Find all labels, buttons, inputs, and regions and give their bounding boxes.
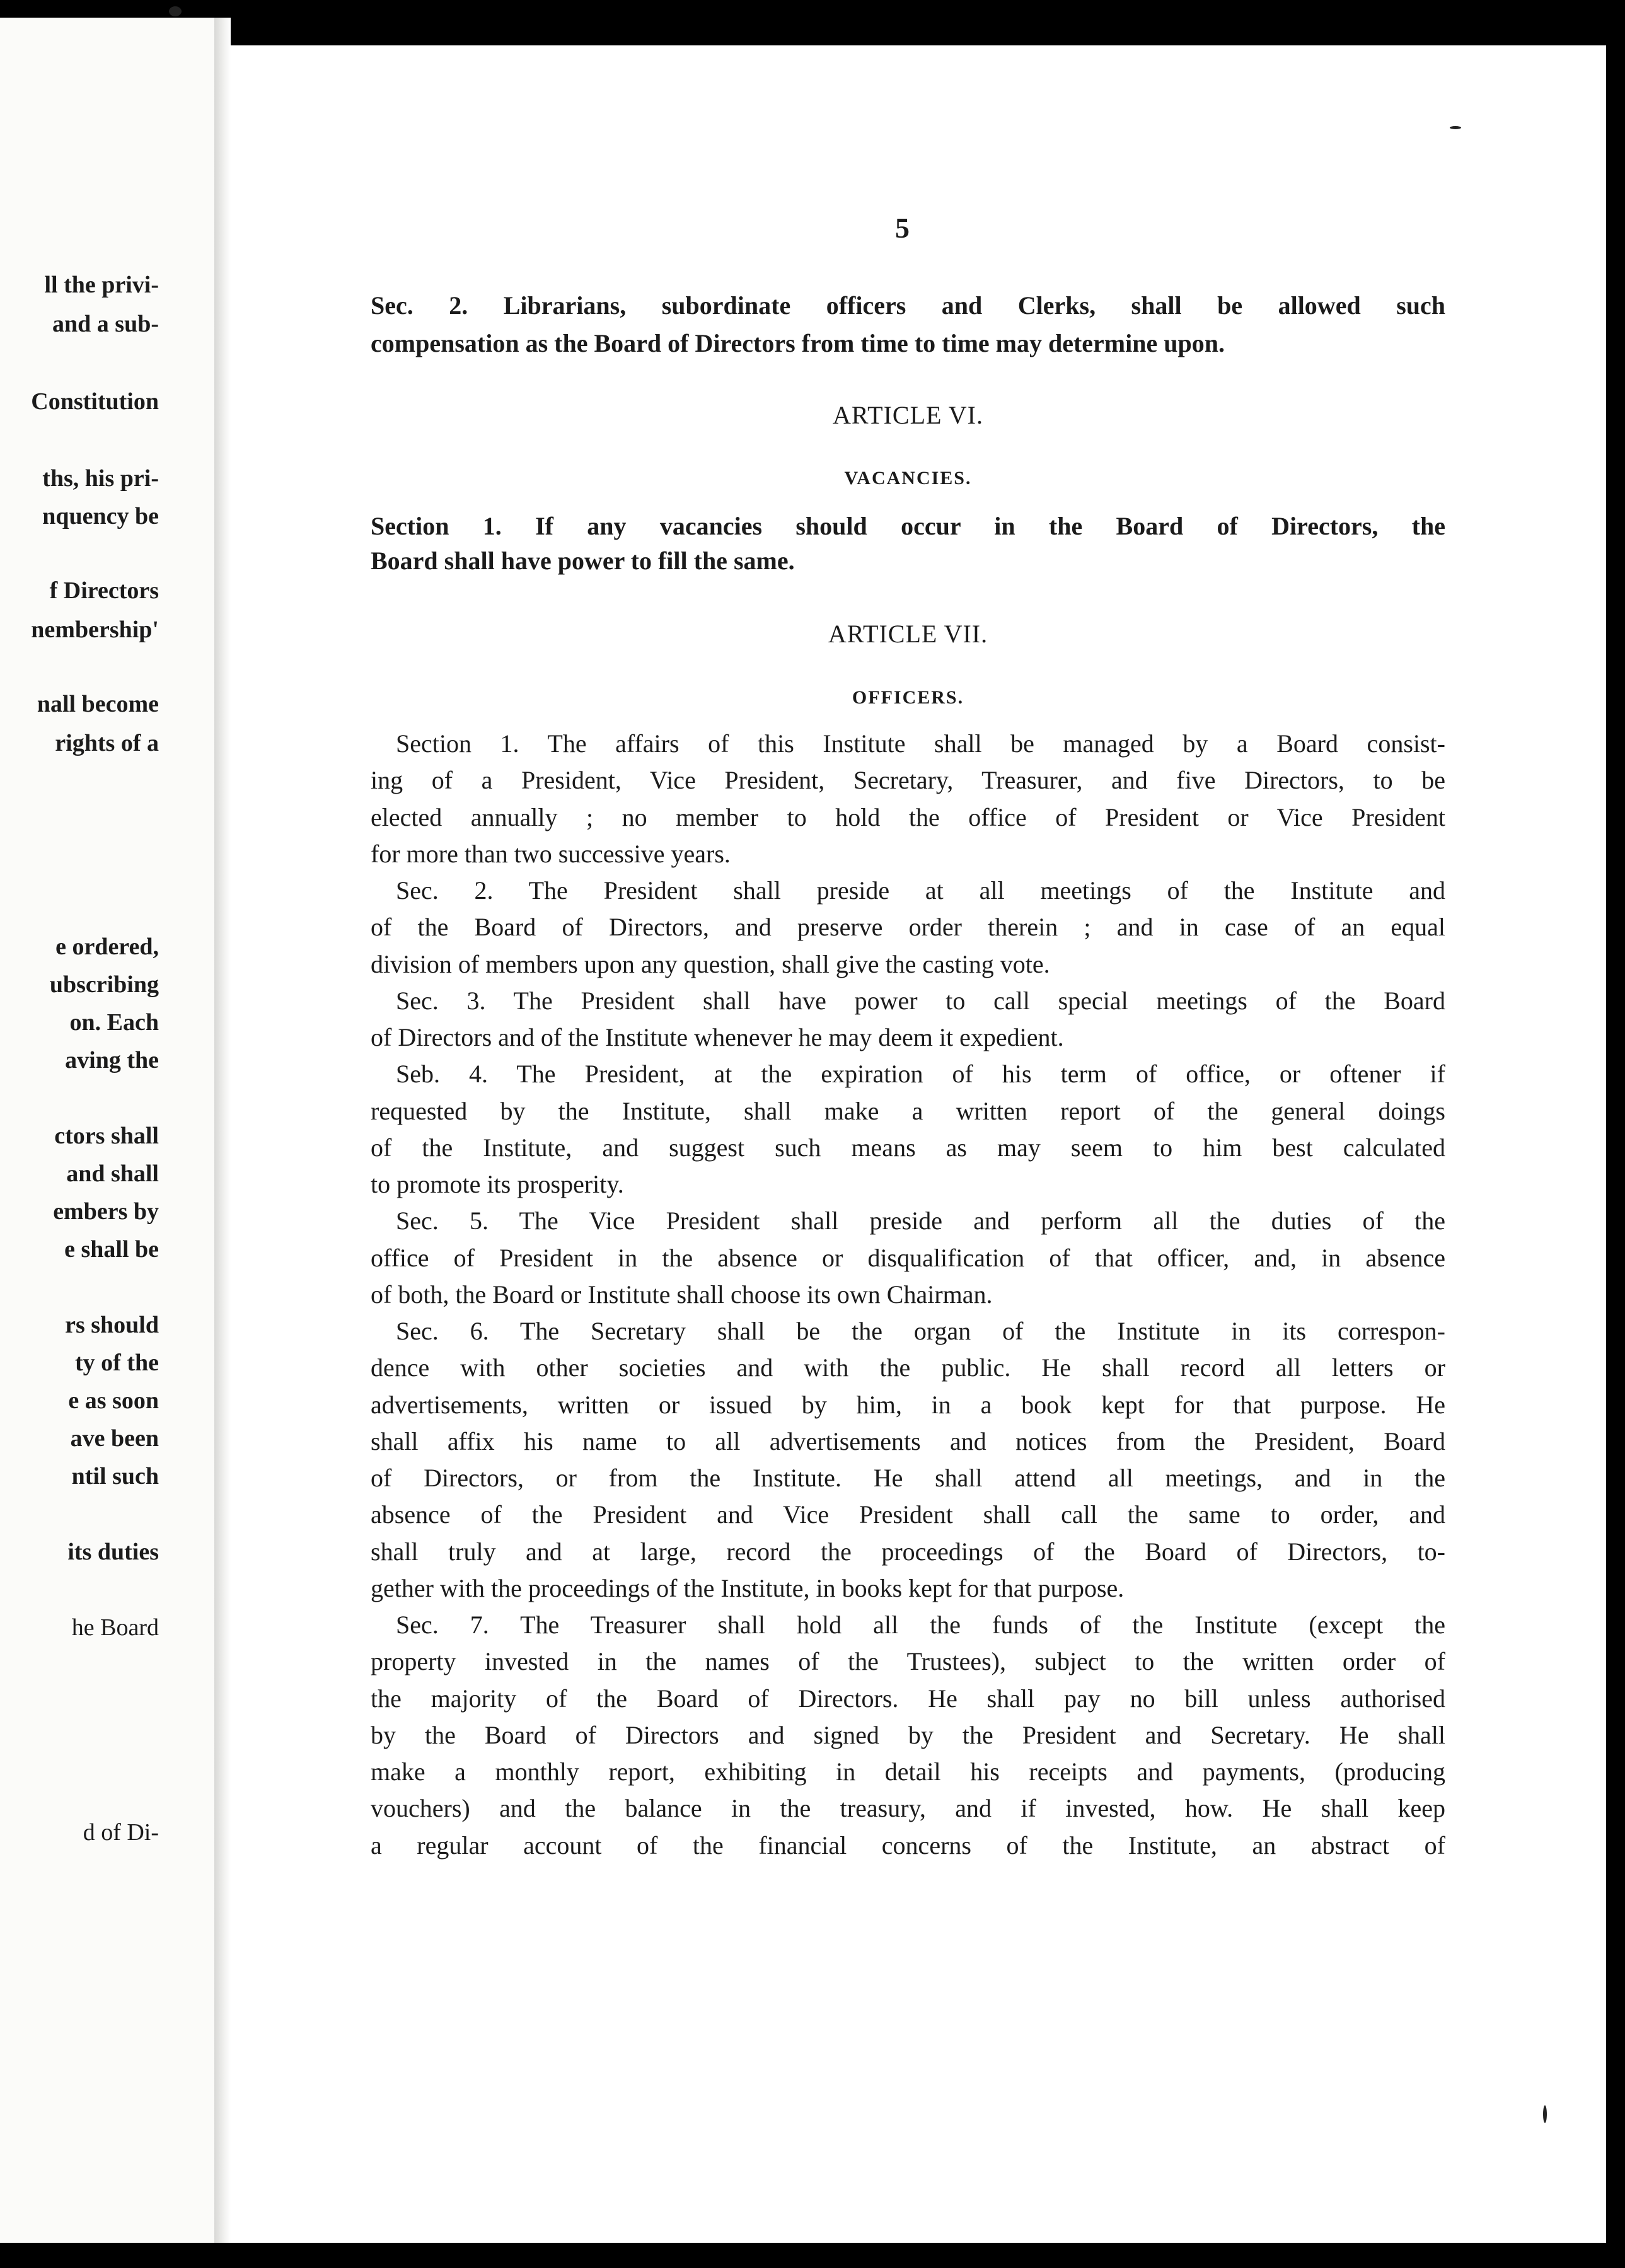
article-7-line: Section 1. The affairs of this Institute shall be managed by a Board consist- (396, 729, 1445, 758)
article-7-line: the majority of the Board of Directors. He shall pay no bill unless authorised (371, 1684, 1445, 1713)
article-7-line: division of members upon any question, shall give the casting vote. (371, 949, 1050, 978)
article-7-line: shall affix his name to all advertisements and notices from the President, Board (371, 1426, 1445, 1455)
article-7-line: elected annually ; no member to hold the office of President or Vice President (371, 802, 1445, 831)
article-7-line: Sec. 2. The President shall preside at all meetings of the Institute and (396, 876, 1445, 905)
article-7-line: ing of a President, Vice President, Secretary, Treasurer, and five Directors, to be (371, 766, 1445, 795)
left-page-fragment: e shall be (64, 1236, 159, 1263)
left-page-fragment: and a sub- (52, 311, 159, 337)
article-7-line: make a monthly report, exhibiting in detail his receipts and payments, (producing (371, 1757, 1445, 1786)
left-page-fragment: aving the (65, 1047, 159, 1073)
left-page-fragment: he Board (71, 1614, 159, 1641)
left-page-fragment: d of Di- (83, 1819, 159, 1846)
left-page-fragment: nembership' (31, 616, 159, 643)
article-6-subheading: VACANCIES. (844, 468, 972, 489)
article-7-line: of Directors, or from the Institute. He shall attend all meetings, and in the (371, 1464, 1445, 1492)
ink-speck (1450, 126, 1461, 129)
article-7-line: for more than two successive years. (371, 839, 731, 868)
left-page-fragment: nall become (37, 691, 159, 717)
left-page-fragment: ntil such (71, 1463, 159, 1490)
left-page-fragment: rights of a (55, 730, 159, 756)
article-7-line: by the Board of Directors and signed by the President and Secretary. He shall (371, 1720, 1445, 1749)
article-7-line: vouchers) and the balance in the treasury, and if invested, how. He shall keep (371, 1794, 1445, 1823)
left-page-fragment: ll the privi- (44, 272, 159, 298)
article-7-line: of Directors and of the Institute whenever he may deem it expedient. (371, 1023, 1064, 1051)
left-facing-page (0, 18, 222, 2243)
left-page-fragment: ty of the (75, 1350, 159, 1376)
article-7-line: dence with other societies and with the public. He shall record all letters or (371, 1353, 1445, 1382)
left-page-fragment: ubscribing (49, 971, 159, 998)
article-7-line: Sec. 5. The Vice President shall preside and perform all the duties of the (396, 1206, 1445, 1235)
article-7-line: advertisements, written or issued by him, in a book kept for that purpose. He (371, 1390, 1445, 1419)
article-7-line: a regular account of the financial concerns of the Institute, an abstract of (371, 1831, 1445, 1860)
article-7-line: Sec. 6. The Secretary shall be the organ of the Institute in its correspon- (396, 1317, 1445, 1345)
left-page-fragment: nquency be (42, 503, 159, 529)
article-7-line: gether with the proceedings of the Institute, in books kept for that purpose. (371, 1573, 1125, 1602)
left-page-fragment: its duties (67, 1539, 159, 1565)
ink-speck (169, 6, 182, 16)
left-page-fragment: e as soon (68, 1387, 159, 1414)
article-6-heading: ARTICLE VI. (833, 401, 983, 429)
left-page-fragment: rs should (65, 1312, 159, 1338)
article-7-line: shall truly and at large, record the proceedings of the Board of Directors, to- (371, 1537, 1445, 1566)
article-7-line: Seb. 4. The President, at the expiration of his term of office, or oftener if (396, 1060, 1445, 1089)
article-6-line: Section 1. If any vacancies should occur in the Board of Directors, the (371, 512, 1445, 540)
left-page-fragment: ave been (70, 1425, 159, 1452)
left-page-fragment: embers by (53, 1198, 159, 1225)
article-7-subheading: OFFICERS. (852, 687, 964, 708)
sec2-line: Sec. 2. Librarians, subordinate officers and Clerks, shall be allowed such (371, 291, 1445, 320)
left-page-fragment: ctors shall (54, 1123, 159, 1149)
article-7-line: requested by the Institute, shall make a written report of the general doings (371, 1096, 1445, 1125)
article-7-line: of the Institute, and suggest such means as may seem to him best calculated (371, 1133, 1445, 1162)
left-page-fragment: ths, his pri- (42, 465, 159, 492)
article-7-line: Sec. 7. The Treasurer shall hold all the funds of the Institute (except the (396, 1611, 1445, 1639)
article-7-line: to promote its prosperity. (371, 1170, 624, 1198)
sec2-line: compensation as the Board of Directors from time to time may determine upon. (371, 329, 1225, 357)
article-7-line: Sec. 3. The President shall have power to call special meetings of the Board (396, 986, 1445, 1015)
left-page-fragment: Constitution (31, 388, 159, 415)
left-page-fragment: e ordered, (55, 934, 159, 960)
article-7-line: of the Board of Directors, and preserve order therein ; and in case of an equal (371, 913, 1445, 942)
article-7-line: of both, the Board or Institute shall choose its own Chairman. (371, 1280, 993, 1309)
book-gutter (214, 18, 231, 2243)
page-number: 5 (895, 212, 910, 244)
article-6-line: Board shall have power to fill the same. (371, 547, 795, 575)
left-page-fragment: f Directors (49, 577, 159, 604)
article-7-line: property invested in the names of the Trustees), subject to the written order of (371, 1647, 1445, 1676)
article-7-line: absence of the President and Vice President shall call the same to order, and (371, 1500, 1445, 1529)
left-page-fragment: on. Each (69, 1009, 159, 1036)
article-7-heading: ARTICLE VII. (828, 620, 988, 648)
ink-speck (1543, 2105, 1547, 2123)
article-7-line: office of President in the absence or disqualification of that officer, and, in absence (371, 1243, 1445, 1272)
left-page-fragment: and shall (66, 1160, 159, 1187)
